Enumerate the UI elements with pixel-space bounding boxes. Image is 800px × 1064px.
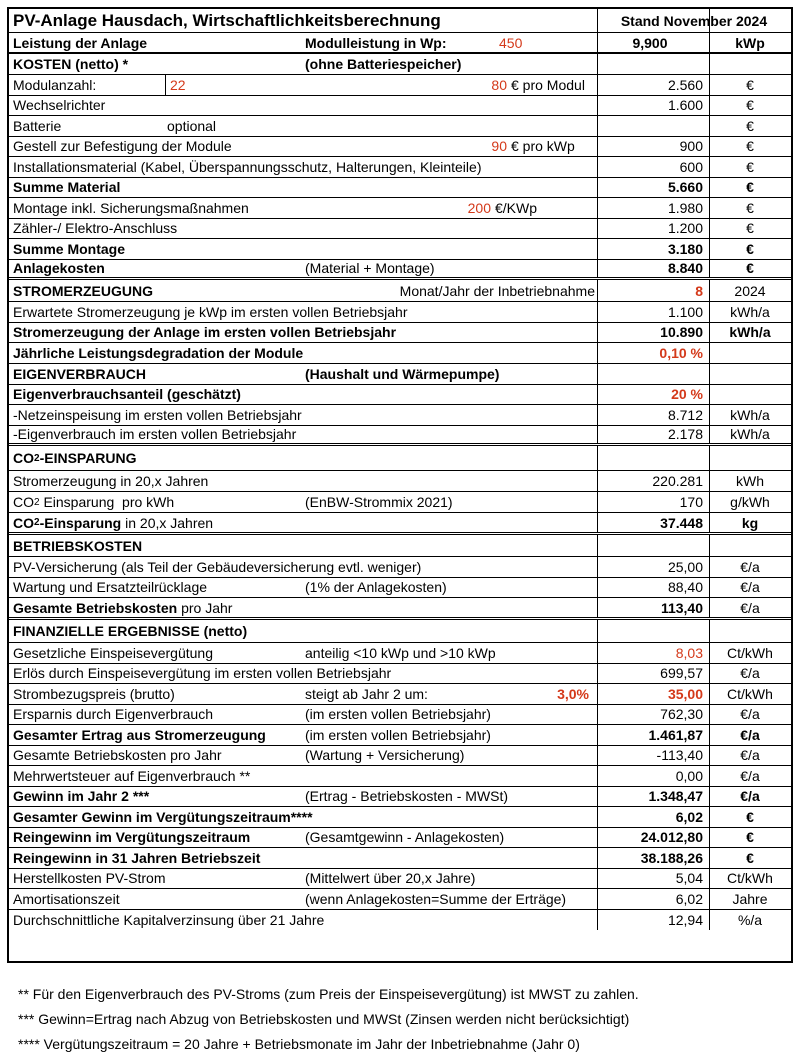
subscript: 2 [34,452,40,464]
row-label: Anlagekosten [13,260,105,277]
row-label: PV-Versicherung (als Teil der Gebäudeversicherung evtl. weniger) [13,558,422,575]
row-label: Wechselrichter [13,97,106,114]
unit-cell: € [746,117,754,134]
footnote: *** Gewinn=Ertrag nach Abzug von Betriebskosten und MWSt (Zinsen werden nicht berücksichtigt) [18,1011,630,1027]
value-cell: 1.348,47 [648,788,703,805]
unit-cell: € [746,179,754,196]
value-cell: 20 % [671,386,703,403]
kosten-row [9,75,791,96]
calculation-sheet [7,7,793,963]
row-label: Montage inkl. Sicherungsmaßnahmen [13,199,249,216]
row-label: Wartung und Ersatzteilrücklage [13,579,208,596]
value-cell: 113,40 [660,599,703,616]
row-label [13,492,174,512]
title-row [9,9,791,33]
value-cell: 8.712 [667,406,703,423]
co2-row [9,471,791,492]
unit-cell: € [746,199,754,216]
finanz-row [9,807,791,828]
row-label: Gesamter Ertrag aus Stromerzeugung [13,726,266,743]
column-divider [709,364,710,384]
finanz-row [9,643,791,664]
value-cell: 900 [679,138,703,155]
unit-cell: kWh/a [730,426,770,443]
kosten-row [9,260,791,281]
row-note: (wenn Anlagekosten=Summe der Erträge) [305,890,567,907]
row-label: Reingewinn in 31 Jahren Betriebszeit [13,849,261,866]
row-label: Eigenverbrauchsanteil (geschätzt) [13,386,241,403]
unit-cell: € [746,260,754,277]
label-part: Einsparung pro kWh [39,494,175,510]
row-label: Modulanzahl: [13,76,97,93]
leistung-unit: kWp [735,34,765,51]
unit-cell: g/kWh [730,494,770,510]
unit-cell [709,343,791,363]
row-label [13,513,213,532]
finanz-row [9,746,791,767]
value-cell: 38.188,26 [640,849,703,866]
row-label: Mehrwertsteuer auf Eigenverbrauch ** [13,767,251,784]
row-note: steigt ab Jahr 2 um: [305,685,428,702]
row-label: Ersparnis durch Eigenverbrauch [13,706,213,723]
row-note: (Ertrag - Betriebskosten - MWSt) [305,788,509,805]
column-divider [709,446,710,470]
unit-cell: €/a [740,726,760,743]
row-label: Amortisationszeit [13,890,120,907]
eigen-row [9,426,791,447]
co2-row [9,513,791,535]
unit-cell: kWh [736,473,764,489]
column-divider [597,535,598,556]
value-cell: 170 [679,494,703,510]
unit-price-value: 80 [491,76,507,93]
column-divider [709,54,710,74]
row-label: -Eigenverbrauch im ersten vollen Betriebsjahr [13,426,297,443]
betrieb-heading-row [9,535,791,557]
row-label: Gesetzliche Einspeisevergütung [13,644,214,661]
inbetrieb-month: 8 [695,282,703,299]
leistung-row [9,33,791,54]
row-label: Reingewinn im Vergütungszeitraum [13,829,251,846]
row-label: Stromerzeugung in 20,x Jahren [13,473,209,489]
column-divider [709,535,710,556]
strom-heading-row [9,280,791,302]
kosten-row [9,178,791,199]
value-cell: 1.100 [667,303,703,320]
value-cell: 37.448 [660,514,703,531]
unit-cell: kWh/a [730,303,770,320]
value-cell: 6,02 [675,808,703,825]
column-divider [709,620,710,642]
finanz-row [9,664,791,685]
unit-cell: kWh/a [730,406,770,423]
finanz-row [9,848,791,869]
eigen-row [9,385,791,406]
finanz-row [9,766,791,787]
kosten-row [9,219,791,240]
finanz-row [9,705,791,726]
unit-cell: Ct/kWh [727,870,773,887]
value-cell: 35,00 [667,685,703,702]
unit-cell: Jahre [732,890,768,907]
modulleistung-value: 450 [499,34,523,51]
unit-cell: € [746,158,754,175]
kosten-row [9,239,791,260]
label-part: CO [13,514,34,531]
row-label: Jährliche Leistungsdegradation der Module [13,344,304,361]
kosten-heading: KOSTEN (netto) * [13,56,129,72]
unit-cell: € [746,97,754,114]
strom-heading: STROMERZEUGUNG [13,282,153,299]
eigen-note: (Haushalt und Wärmepumpe) [305,365,500,382]
value-cell: 5.660 [667,179,703,196]
row-label: Installationsmaterial (Kabel, Überspannungsschutz, Halterungen, Kleinteile) [13,158,482,175]
unit-cell: kWh/a [729,324,771,341]
unit-price-value: 200 [467,199,491,216]
value-cell: 2.178 [667,426,703,443]
value-cell: 699,57 [660,665,703,682]
row-label: Strombezugspreis (brutto) [13,685,175,702]
finanz-row [9,889,791,910]
finanz-heading-row [9,620,791,643]
betrieb-row [9,578,791,599]
unit-cell: € [746,829,754,846]
row-label: Gewinn im Jahr 2 *** [13,788,150,805]
row-label: Gesamte Betriebskosten pro Jahr [13,747,222,764]
unit-price-label: € pro Modul [511,76,585,93]
row-note: optional [167,117,217,134]
label-tail: pro Jahr [177,599,233,616]
column-divider [597,364,598,384]
unit-cell: € [746,138,754,155]
modulanzahl-value: 22 [165,75,465,95]
unit-price-label: € pro kWp [511,138,575,155]
value-cell: 3.180 [667,240,703,257]
inbetrieb-label: Monat/Jahr der Inbetriebnahme [399,282,595,299]
unit-cell: €/a [740,665,760,682]
unit-cell: €/a [740,579,760,596]
betrieb-total-row [9,598,791,620]
row-note: (1% der Anlagekosten) [305,579,447,596]
unit-cell: €/a [740,767,760,784]
kosten-row [9,157,791,178]
unit-cell: €/a [740,747,760,764]
eigen-heading: EIGENVERBRAUCH [13,365,147,382]
footnote: **** Vergütungszeitraum = 20 Jahre + Betriebsmonate im Jahr der Inbetriebnahme (Jahr 0) [18,1036,580,1052]
label-part: CO [13,494,34,510]
footnote: ** Für den Eigenverbrauch des PV-Stroms (zum Preis der Einspeisevergütung) ist MWST zu zahlen. [18,986,639,1002]
leistung-label: Leistung der Anlage [13,34,148,51]
eigen-heading-row [9,364,791,385]
finanz-row [9,828,791,849]
value-cell: 600 [679,158,703,175]
label-part: CO [13,450,34,466]
row-note: (Wartung + Versicherung) [305,747,465,764]
row-label: Erlös durch Einspeisevergütung im ersten vollen Betriebsjahr [13,665,392,682]
value-cell: 220.281 [652,473,703,489]
betrieb-heading: BETRIEBSKOSTEN [13,537,143,554]
value-cell: 12,94 [667,911,703,928]
finanz-heading: FINANZIELLE ERGEBNISSE (netto) [13,623,248,639]
row-note: (im ersten vollen Betriebsjahr) [305,726,491,743]
row-note: (im ersten vollen Betriebsjahr) [305,706,491,723]
unit-cell: €/a [740,599,760,616]
row-note: (Material + Montage) [305,260,435,277]
unit-cell: %/a [737,911,763,928]
stand-date: Stand November 2024 [620,12,768,29]
kosten-row [9,137,791,158]
increase-percent: 3,0% [557,685,589,702]
value-cell: 8,03 [675,644,703,661]
value-cell: 6,02 [675,890,703,907]
kosten-row [9,116,791,137]
unit-cell: € [746,76,754,93]
co2-heading-row [9,446,791,471]
value-cell: 1.461,87 [648,726,703,743]
column-divider [597,54,598,74]
label-part: -Einsparung [39,514,122,531]
row-label: Gesamter Gewinn im Vergütungszeitraum**** [13,808,313,825]
value-cell: 2.560 [667,76,703,93]
unit-cell: kg [741,514,759,531]
strom-row [9,302,791,323]
co2-row [9,492,791,513]
label-part: -EINSPARUNG [39,450,137,466]
label-part: Gesamte Betriebskosten [13,599,178,616]
value-cell: 5,04 [675,870,703,887]
strom-row [9,323,791,344]
value-cell: 0,10 % [659,344,703,361]
row-label: Durchschnittliche Kapitalverzinsung über 21 Jahre [13,911,325,928]
row-label: -Netzeinspeisung im ersten vollen Betriebsjahr [13,406,302,423]
kosten-heading-row [9,54,791,75]
value-cell: 0,00 [675,767,703,784]
row-label: Herstellkosten PV-Strom [13,870,166,887]
finanz-row [9,725,791,746]
unit-cell [709,385,791,405]
modulleistung-label: Modulleistung in Wp: [305,34,447,51]
leistung-value: 9,900 [632,34,668,51]
value-cell: 25,00 [667,558,703,575]
unit-price-label: €/KWp [495,199,538,216]
kosten-row [9,96,791,117]
co2-heading [13,446,137,470]
row-note: (Mittelwert über 20,x Jahre) [305,870,476,887]
column-divider [597,446,598,470]
unit-cell: € [746,220,754,237]
value-cell: -113,40 [656,747,703,764]
row-label: Stromerzeugung der Anlage im ersten vollen Betriebsjahr [13,324,397,341]
column-divider [597,620,598,642]
unit-cell: € [746,849,754,866]
row-label: Summe Material [13,179,121,196]
unit-cell: €/a [740,788,760,805]
row-label: Batterie [13,117,62,134]
value-cell: 1.980 [667,199,703,216]
row-label: Zähler-/ Elektro-Anschluss [13,220,178,237]
unit-cell: Ct/kWh [727,644,773,661]
finanz-row [9,684,791,705]
betrieb-row [9,557,791,578]
value-cell: 8.840 [667,260,703,277]
finanz-row [9,910,791,931]
value-cell: 762,30 [660,706,703,723]
row-label: Gestell zur Befestigung der Module [13,138,232,155]
kosten-note: (ohne Batteriespeicher) [305,56,462,72]
value-cell [597,116,703,136]
inbetrieb-year: 2024 [734,282,766,299]
unit-cell: €/a [740,558,760,575]
subscript: 2 [34,496,40,508]
page-title: PV-Anlage Hausdach, Wirtschaftlichkeitsberechnung [13,10,441,30]
row-note: anteilig <10 kWp und >10 kWp [305,644,496,661]
row-label: Summe Montage [13,240,126,257]
value-cell: 88,40 [667,579,703,596]
row-label [13,598,232,617]
strom-row [9,343,791,364]
value-cell: 10.890 [660,324,703,341]
row-label: Erwartete Stromerzeugung je kWp im ersten vollen Betriebsjahr [13,303,408,320]
value-cell: 24.012,80 [640,829,703,846]
unit-price-value: 90 [491,138,507,155]
finanz-row [9,869,791,890]
unit-cell: Ct/kWh [727,685,773,702]
unit-cell: € [746,240,754,257]
unit-cell: €/a [740,706,760,723]
kosten-row [9,198,791,219]
value-cell: 1.600 [667,97,703,114]
subscript: 2 [34,517,40,528]
label-tail: in 20,x Jahren [121,514,214,531]
row-note: (Gesamtgewinn - Anlagekosten) [305,829,505,846]
unit-cell: € [746,808,754,825]
value-cell: 1.200 [667,220,703,237]
eigen-row [9,405,791,426]
row-note: (EnBW-Strommix 2021) [305,494,453,510]
finanz-row [9,787,791,808]
